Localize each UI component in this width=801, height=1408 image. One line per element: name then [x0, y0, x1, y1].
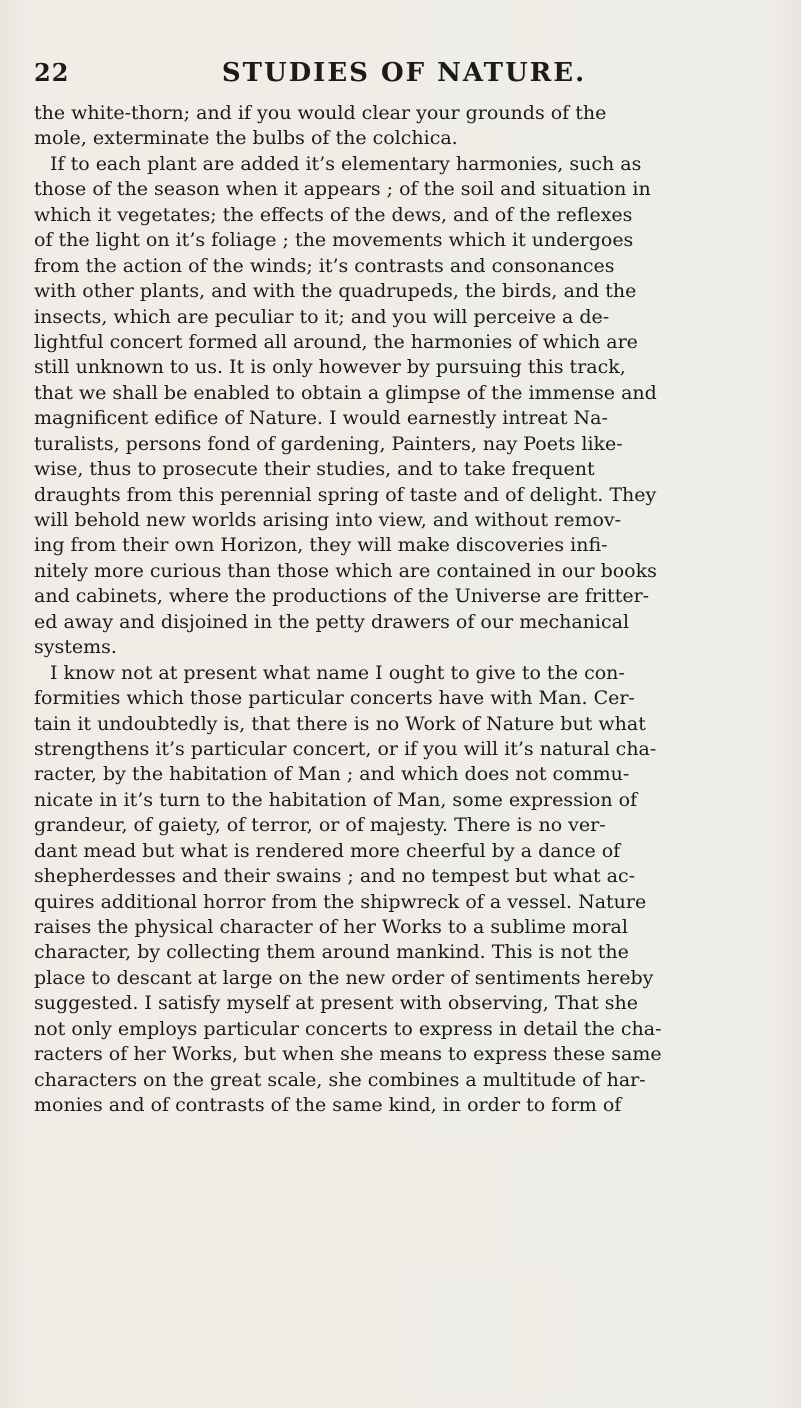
text-line: characters on the great scale, she combines a multitude of har- — [34, 1068, 646, 1091]
text-line: I know not at present what name I ought to give to the con- — [50, 661, 625, 684]
text-line: racter, by the habitation of Man ; and which does not commu- — [34, 763, 630, 786]
text-line: magnificent edifice of Nature. I would earnestly intreat Na- — [34, 407, 608, 430]
text-line: place to descant at large on the new order of sentiments hereby — [34, 966, 654, 989]
text-line: suggested. I satisfy myself at present with observing, That she — [34, 992, 638, 1015]
text-line: nitely more curious than those which are contained in our books — [34, 559, 657, 582]
text-line: monies and of contrasts of the same kind, in order to form of — [34, 1094, 622, 1117]
text-line: ed away and disjoined in the petty drawers of our mechanical — [34, 610, 630, 633]
text-line: not only employs particular concerts to express in detail the cha- — [34, 1017, 662, 1040]
text-line: draughts from this perennial spring of taste and of delight. They — [34, 483, 657, 506]
text-line: dant mead but what is rendered more cheerful by a dance of — [34, 839, 621, 862]
text-line: with other plants, and with the quadrupeds, the birds, and the — [34, 280, 637, 303]
text-line: tain it undoubtedly is, that there is no Work of Nature but what — [34, 712, 646, 735]
text-line: quires additional horror from the shipwreck of a vessel. Nature — [34, 890, 647, 913]
text-line: the white-thorn; and if you would clear your grounds of the — [34, 102, 607, 124]
text-line: which it vegetates; the effects of the dews, and of the reflexes — [34, 203, 633, 226]
text-line: mole, exterminate the bulbs of the colchica. — [34, 127, 458, 150]
text-line: wise, thus to prosecute their studies, and to take frequent — [34, 458, 595, 481]
text-line: shepherdesses and their swains ; and no tempest but what ac- — [34, 865, 636, 888]
running-head: STUDIES OF NATURE. — [221, 58, 587, 88]
text-line: ing from their own Horizon, they will make discoveries infi- — [34, 534, 608, 557]
text-line: strengthens it’s particular concert, or if you will it’s natural cha- — [34, 737, 657, 760]
text-line: racters of her Works, but when she means to express these same — [34, 1043, 662, 1066]
text-line: of the light on it’s foliage ; the movements which it undergoes — [34, 229, 634, 252]
text-line: turalists, persons fond of gardening, Painters, nay Poets like- — [34, 432, 623, 455]
text-line: nicate in it’s turn to the habitation of Man, some expression of — [34, 788, 638, 811]
text-line: lightful concert formed all around, the harmonies of which are — [34, 330, 638, 353]
text-line: systems. — [34, 636, 117, 659]
text-line: grandeur, of gaiety, of terror, or of majesty. There is no ver- — [34, 814, 606, 837]
text-line: insects, which are peculiar to it; and you will perceive a de- — [34, 305, 610, 328]
text-line: those of the season when it appears ; of the soil and situation in — [34, 178, 651, 201]
text-line: formities which those particular concerts have with Man. Cer- — [34, 687, 635, 710]
text-line: character, by collecting them around mankind. This is not the — [34, 941, 629, 964]
text-line: raises the physical character of her Works to a sublime moral — [34, 916, 628, 938]
text-line: and cabinets, where the productions of the Universe are fritter- — [34, 585, 650, 608]
text-line: will behold new worlds arising into view, and without remov- — [34, 509, 622, 531]
text-line: If to each plant are added it’s elementary harmonies, such as — [50, 152, 642, 175]
page-header — [34, 58, 774, 88]
text-line: that we shall be enabled to obtain a glimpse of the immense and — [34, 381, 657, 404]
text-line: from the action of the winds; it’s contrasts and consonances — [34, 254, 615, 277]
text-line: still unknown to us. It is only however by pursuing this track, — [34, 356, 626, 379]
page-number: 22 — [34, 58, 70, 87]
body-text — [34, 101, 786, 1119]
